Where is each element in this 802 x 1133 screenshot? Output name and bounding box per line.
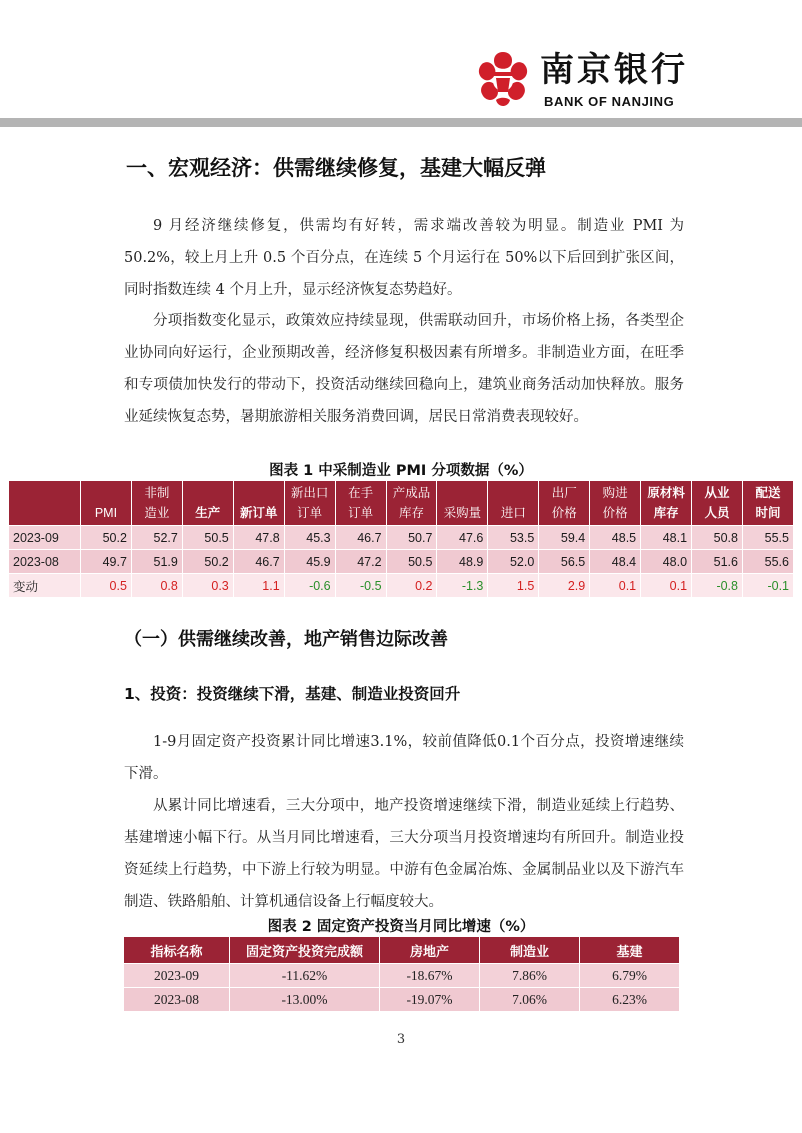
fai-cell: 2023-08 bbox=[124, 988, 230, 1012]
fai-cell: 6.23% bbox=[580, 988, 680, 1012]
bank-name-cn: 南京银行 bbox=[540, 50, 688, 90]
fai-cell: -13.00% bbox=[230, 988, 380, 1012]
pmi-table-header-row bbox=[9, 481, 794, 526]
col-line2: 生产 bbox=[195, 506, 221, 520]
paragraph-pmi-overview: 9 月经济继续修复，供需均有好转，需求端改善较为明显。制造业 PMI 为 50.2%，较上月上升 0.5 个百分点，在连续 5 个月运行在 50%以下后回到扩张区间，同时指数连续 4 个月上升，显示经济恢复态势趋好。 bbox=[124, 218, 684, 298]
pmi-cell: 51.9 bbox=[131, 550, 182, 574]
pmi-cell: 0.5 bbox=[81, 574, 132, 598]
pmi-cell: 46.7 bbox=[233, 550, 284, 574]
fai-cell: -18.67% bbox=[380, 964, 480, 988]
col-line1: 非制 bbox=[144, 486, 170, 500]
pmi-col-pmi bbox=[81, 481, 132, 526]
col-line1: 原材料 bbox=[647, 486, 685, 500]
pmi-col-employment bbox=[692, 481, 743, 526]
col-line2: 库存 bbox=[653, 506, 679, 520]
paragraph-investment-detail: 从累计同比增速看，三大分项中，地产投资增速继续下滑，制造业延续上行趋势、基建增速小幅下行。从当月同比增速看，三大分项当月投资增速均有所回升。制造业投资延续上行趋势，中下游上行较为明显。中游有色金属冶炼、金属制品业以及下游汽车制造、铁路船舶、计算机通信设备上行幅度较大。 bbox=[124, 798, 684, 910]
pmi-cell: 1.5 bbox=[488, 574, 539, 598]
pmi-header-blank bbox=[9, 481, 81, 526]
pmi-col-production bbox=[182, 481, 233, 526]
pmi-cell: 47.6 bbox=[437, 526, 488, 550]
bank-logo-icon bbox=[474, 48, 532, 114]
page-number: 3 bbox=[396, 1032, 406, 1047]
pmi-col-purchases bbox=[437, 481, 488, 526]
fai-table bbox=[123, 936, 680, 1012]
pmi-cell: 48.1 bbox=[641, 526, 692, 550]
table-row bbox=[9, 526, 794, 550]
pmi-cell: 48.5 bbox=[590, 526, 641, 550]
pmi-col-new-orders bbox=[233, 481, 284, 526]
pmi-cell: 0.8 bbox=[131, 574, 182, 598]
fai-cell: 6.79% bbox=[580, 964, 680, 988]
pmi-cell: 48.4 bbox=[590, 550, 641, 574]
col-line2: 进口 bbox=[500, 506, 526, 520]
subsection-title: （一）供需继续改善，地产销售边际改善 bbox=[124, 629, 448, 650]
fai-header: 制造业 bbox=[480, 937, 580, 964]
pmi-row-label: 2023-08 bbox=[9, 550, 81, 574]
col-line2: PMI bbox=[94, 506, 118, 520]
table-row bbox=[9, 550, 794, 574]
pmi-col-backlog bbox=[335, 481, 386, 526]
paragraph-investment: 1-9月固定资产投资累计同比增速3.1%，较前值降低0.1个百分点，投资增速继续下滑。 bbox=[124, 734, 684, 782]
fai-cell: -19.07% bbox=[380, 988, 480, 1012]
section-title: 一、宏观经济：供需继续修复，基建大幅反弹 bbox=[126, 156, 546, 180]
col-line2: 库存 bbox=[398, 506, 424, 520]
pmi-cell: 53.5 bbox=[488, 526, 539, 550]
col-line2: 新订单 bbox=[239, 506, 278, 520]
pmi-cell: 47.2 bbox=[335, 550, 386, 574]
pmi-row-label: 2023-09 bbox=[9, 526, 81, 550]
pmi-cell: 50.5 bbox=[182, 526, 233, 550]
fai-table-header-row bbox=[124, 937, 680, 964]
table2-caption: 图表 2 固定资产投资当月同比增速（%） bbox=[267, 919, 535, 935]
pmi-row-label: 变动 bbox=[9, 574, 81, 598]
fai-header: 固定资产投资完成额 bbox=[230, 937, 380, 964]
investment-heading: 1、投资：投资继续下滑，基建、制造业投资回升 bbox=[124, 685, 461, 703]
pmi-cell: 0.1 bbox=[641, 574, 692, 598]
page-header bbox=[0, 0, 802, 125]
table-row bbox=[124, 988, 680, 1012]
fai-cell: 7.06% bbox=[480, 988, 580, 1012]
bank-logo bbox=[474, 48, 688, 118]
pmi-cell: 0.2 bbox=[386, 574, 437, 598]
fai-header: 房地产 bbox=[380, 937, 480, 964]
pmi-cell: 2.9 bbox=[539, 574, 590, 598]
pmi-col-output-price bbox=[539, 481, 590, 526]
fai-cell: 7.86% bbox=[480, 964, 580, 988]
col-line1: 在手 bbox=[348, 486, 374, 500]
table-row bbox=[9, 574, 794, 598]
col-line1: 购进 bbox=[602, 486, 628, 500]
pmi-col-imports bbox=[488, 481, 539, 526]
bank-name-en: BANK OF NANJING bbox=[544, 94, 675, 109]
col-line2: 价格 bbox=[551, 506, 577, 520]
table1-caption: 图表 1 中采制造业 PMI 分项数据（%） bbox=[269, 463, 533, 479]
col-line1: 新出口 bbox=[290, 486, 329, 500]
pmi-table bbox=[8, 480, 794, 598]
pmi-cell: 0.1 bbox=[590, 574, 641, 598]
col-line2: 订单 bbox=[297, 506, 323, 520]
pmi-cell: 55.6 bbox=[742, 550, 793, 574]
pmi-cell: 55.5 bbox=[742, 526, 793, 550]
pmi-cell: 50.2 bbox=[182, 550, 233, 574]
pmi-cell: 46.7 bbox=[335, 526, 386, 550]
col-line2: 造业 bbox=[144, 506, 170, 520]
pmi-col-delivery bbox=[742, 481, 793, 526]
pmi-cell: 1.1 bbox=[233, 574, 284, 598]
pmi-cell: 50.7 bbox=[386, 526, 437, 550]
col-line2: 时间 bbox=[755, 506, 781, 520]
col-line1: 产成品 bbox=[392, 486, 431, 500]
pmi-col-export-orders bbox=[284, 481, 335, 526]
pmi-cell: 48.0 bbox=[641, 550, 692, 574]
pmi-cell: 45.9 bbox=[284, 550, 335, 574]
header-divider bbox=[0, 118, 802, 127]
pmi-cell: 51.6 bbox=[692, 550, 743, 574]
pmi-cell: 47.8 bbox=[233, 526, 284, 550]
fai-cell: 2023-09 bbox=[124, 964, 230, 988]
pmi-cell: 52.7 bbox=[131, 526, 182, 550]
pmi-cell: 50.8 bbox=[692, 526, 743, 550]
col-line2: 订单 bbox=[348, 506, 374, 520]
pmi-cell: 49.7 bbox=[81, 550, 132, 574]
pmi-cell: 50.2 bbox=[81, 526, 132, 550]
pmi-cell: -0.1 bbox=[742, 574, 793, 598]
fai-header: 基建 bbox=[580, 937, 680, 964]
col-line2: 价格 bbox=[602, 506, 628, 520]
pmi-cell: -0.8 bbox=[692, 574, 743, 598]
pmi-cell: 45.3 bbox=[284, 526, 335, 550]
pmi-table-body bbox=[9, 526, 794, 598]
table-row bbox=[124, 964, 680, 988]
col-line1: 出厂 bbox=[551, 486, 577, 500]
col-line2: 采购量 bbox=[443, 506, 482, 520]
pmi-cell: 59.4 bbox=[539, 526, 590, 550]
pmi-cell: -0.5 bbox=[335, 574, 386, 598]
fai-header: 指标名称 bbox=[124, 937, 230, 964]
pmi-cell: -0.6 bbox=[284, 574, 335, 598]
col-line1: 配送 bbox=[755, 486, 781, 500]
pmi-col-input-price bbox=[590, 481, 641, 526]
pmi-cell: 48.9 bbox=[437, 550, 488, 574]
paragraph-subindex: 分项指数变化显示，政策效应持续显现，供需联动回升，市场价格上扬，各类型企业协同向好运行，企业预期改善，经济修复积极因素有所增多。非制造业方面，在旺季和专项债加快发行的带动下，投资活动继续回稳向上，建筑业商务活动加快释放。服务业延续恢复态势，暑期旅游相关服务消费回调，居民日常消费表现较好。 bbox=[124, 313, 684, 425]
pmi-col-nonmfg bbox=[131, 481, 182, 526]
fai-cell: -11.62% bbox=[230, 964, 380, 988]
col-line2: 人员 bbox=[704, 506, 730, 520]
pmi-cell: 0.3 bbox=[182, 574, 233, 598]
pmi-col-raw-inventory bbox=[641, 481, 692, 526]
pmi-cell: 56.5 bbox=[539, 550, 590, 574]
col-line1: 从业 bbox=[704, 486, 730, 500]
pmi-cell: 50.5 bbox=[386, 550, 437, 574]
pmi-cell: -1.3 bbox=[437, 574, 488, 598]
pmi-cell: 52.0 bbox=[488, 550, 539, 574]
pmi-col-finished-inventory bbox=[386, 481, 437, 526]
